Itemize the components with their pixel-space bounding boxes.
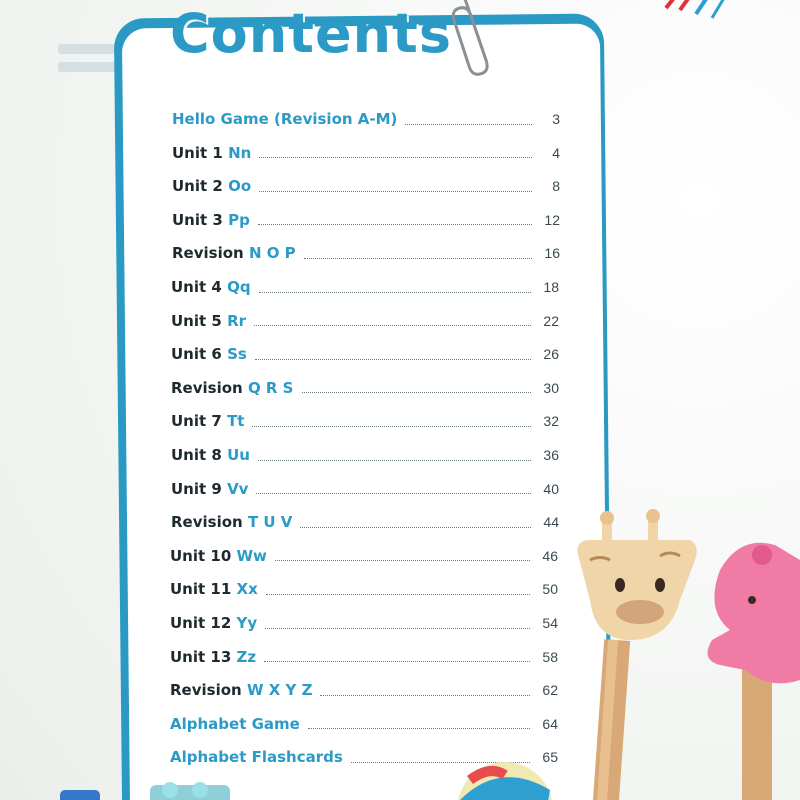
toc-page-number: 4 (552, 144, 560, 161)
toc-entry-prefix: Unit 6 (171, 345, 222, 364)
toc-page-number: 8 (552, 178, 560, 195)
toc-page-number: 12 (544, 211, 560, 228)
toc-page-number: 50 (542, 581, 558, 598)
toc-page-number: 36 (543, 447, 559, 463)
toc-entry-letters: Nn (228, 143, 252, 162)
toc-entry-letters: Ww (236, 546, 267, 565)
toc-entry-letters: Uu (227, 446, 250, 464)
toc-entry-prefix: Unit 8 (171, 446, 222, 464)
toc-page-number: 26 (543, 346, 559, 363)
toc-page-number: 16 (544, 245, 560, 262)
toc-entry-prefix: Unit 11 (170, 580, 232, 599)
toc-page-number: 32 (543, 413, 559, 430)
toc-entry-letters: Ss (227, 345, 247, 364)
toc-entry-letters: N O P (248, 244, 296, 263)
toc-entry-prefix: Unit 9 (171, 479, 222, 498)
toc-page-number: 3 (552, 111, 560, 127)
toc-entry-letters: Zz (236, 647, 257, 666)
toc-page-number: 18 (543, 279, 559, 295)
toc-entry-letters: Alphabet Flashcards (170, 748, 343, 767)
toc-entry-letters: Qq (227, 278, 251, 296)
toc-entry-prefix: Revision (172, 244, 244, 263)
toc-entry-prefix: Unit 4 (171, 278, 222, 296)
toc-entry-prefix: Unit 5 (171, 311, 222, 330)
toc-entry-letters: Alphabet Game (170, 714, 300, 733)
toc-entry-prefix: Unit 10 (170, 546, 232, 565)
toc-entry-prefix: Unit 7 (171, 412, 222, 431)
toc-entry-prefix: Unit 12 (170, 614, 232, 632)
toc-page-number: 44 (543, 514, 559, 531)
toc-entry-letters: Oo (228, 177, 252, 196)
toc-page-number: 62 (542, 682, 558, 699)
toc-entry-prefix: Unit 13 (170, 647, 232, 666)
page-title: Contents (170, 2, 453, 65)
toc-entry-letters: Hello Game (Revision A-M) (172, 110, 398, 128)
toc-entry-prefix: Unit 3 (172, 210, 223, 229)
toc-page-number: 58 (542, 648, 558, 665)
toc-entry-prefix: Revision (171, 378, 243, 397)
toc-entry-letters: Rr (227, 311, 247, 330)
toc-entry-prefix: Revision (170, 681, 242, 700)
toc-page-number: 46 (542, 547, 558, 564)
toc-entry-letters: Tt (227, 412, 245, 431)
toc-page-number: 65 (542, 749, 558, 766)
toc-entry-prefix: Unit 2 (172, 177, 223, 196)
toc-page-number: 40 (543, 480, 559, 497)
toc-entry-letters: Xx (236, 580, 258, 599)
toc-entry-letters: Pp (228, 210, 250, 229)
toc-entry-prefix: Unit 1 (172, 143, 223, 162)
toc-entry-prefix: Revision (171, 513, 243, 532)
toc-entry-letters: Vv (227, 479, 249, 498)
toc-entry-letters: Q R S (247, 378, 294, 397)
toc-page-number: 64 (542, 715, 558, 732)
toc-page-number: 22 (543, 312, 559, 329)
toc-page-number: 54 (542, 615, 558, 631)
toc-entry-letters: W X Y Z (246, 681, 313, 700)
toc-page-number: 30 (543, 379, 559, 396)
toc-entry-letters: Yy (236, 614, 258, 632)
toc-entry-letters: T U V (247, 513, 293, 532)
